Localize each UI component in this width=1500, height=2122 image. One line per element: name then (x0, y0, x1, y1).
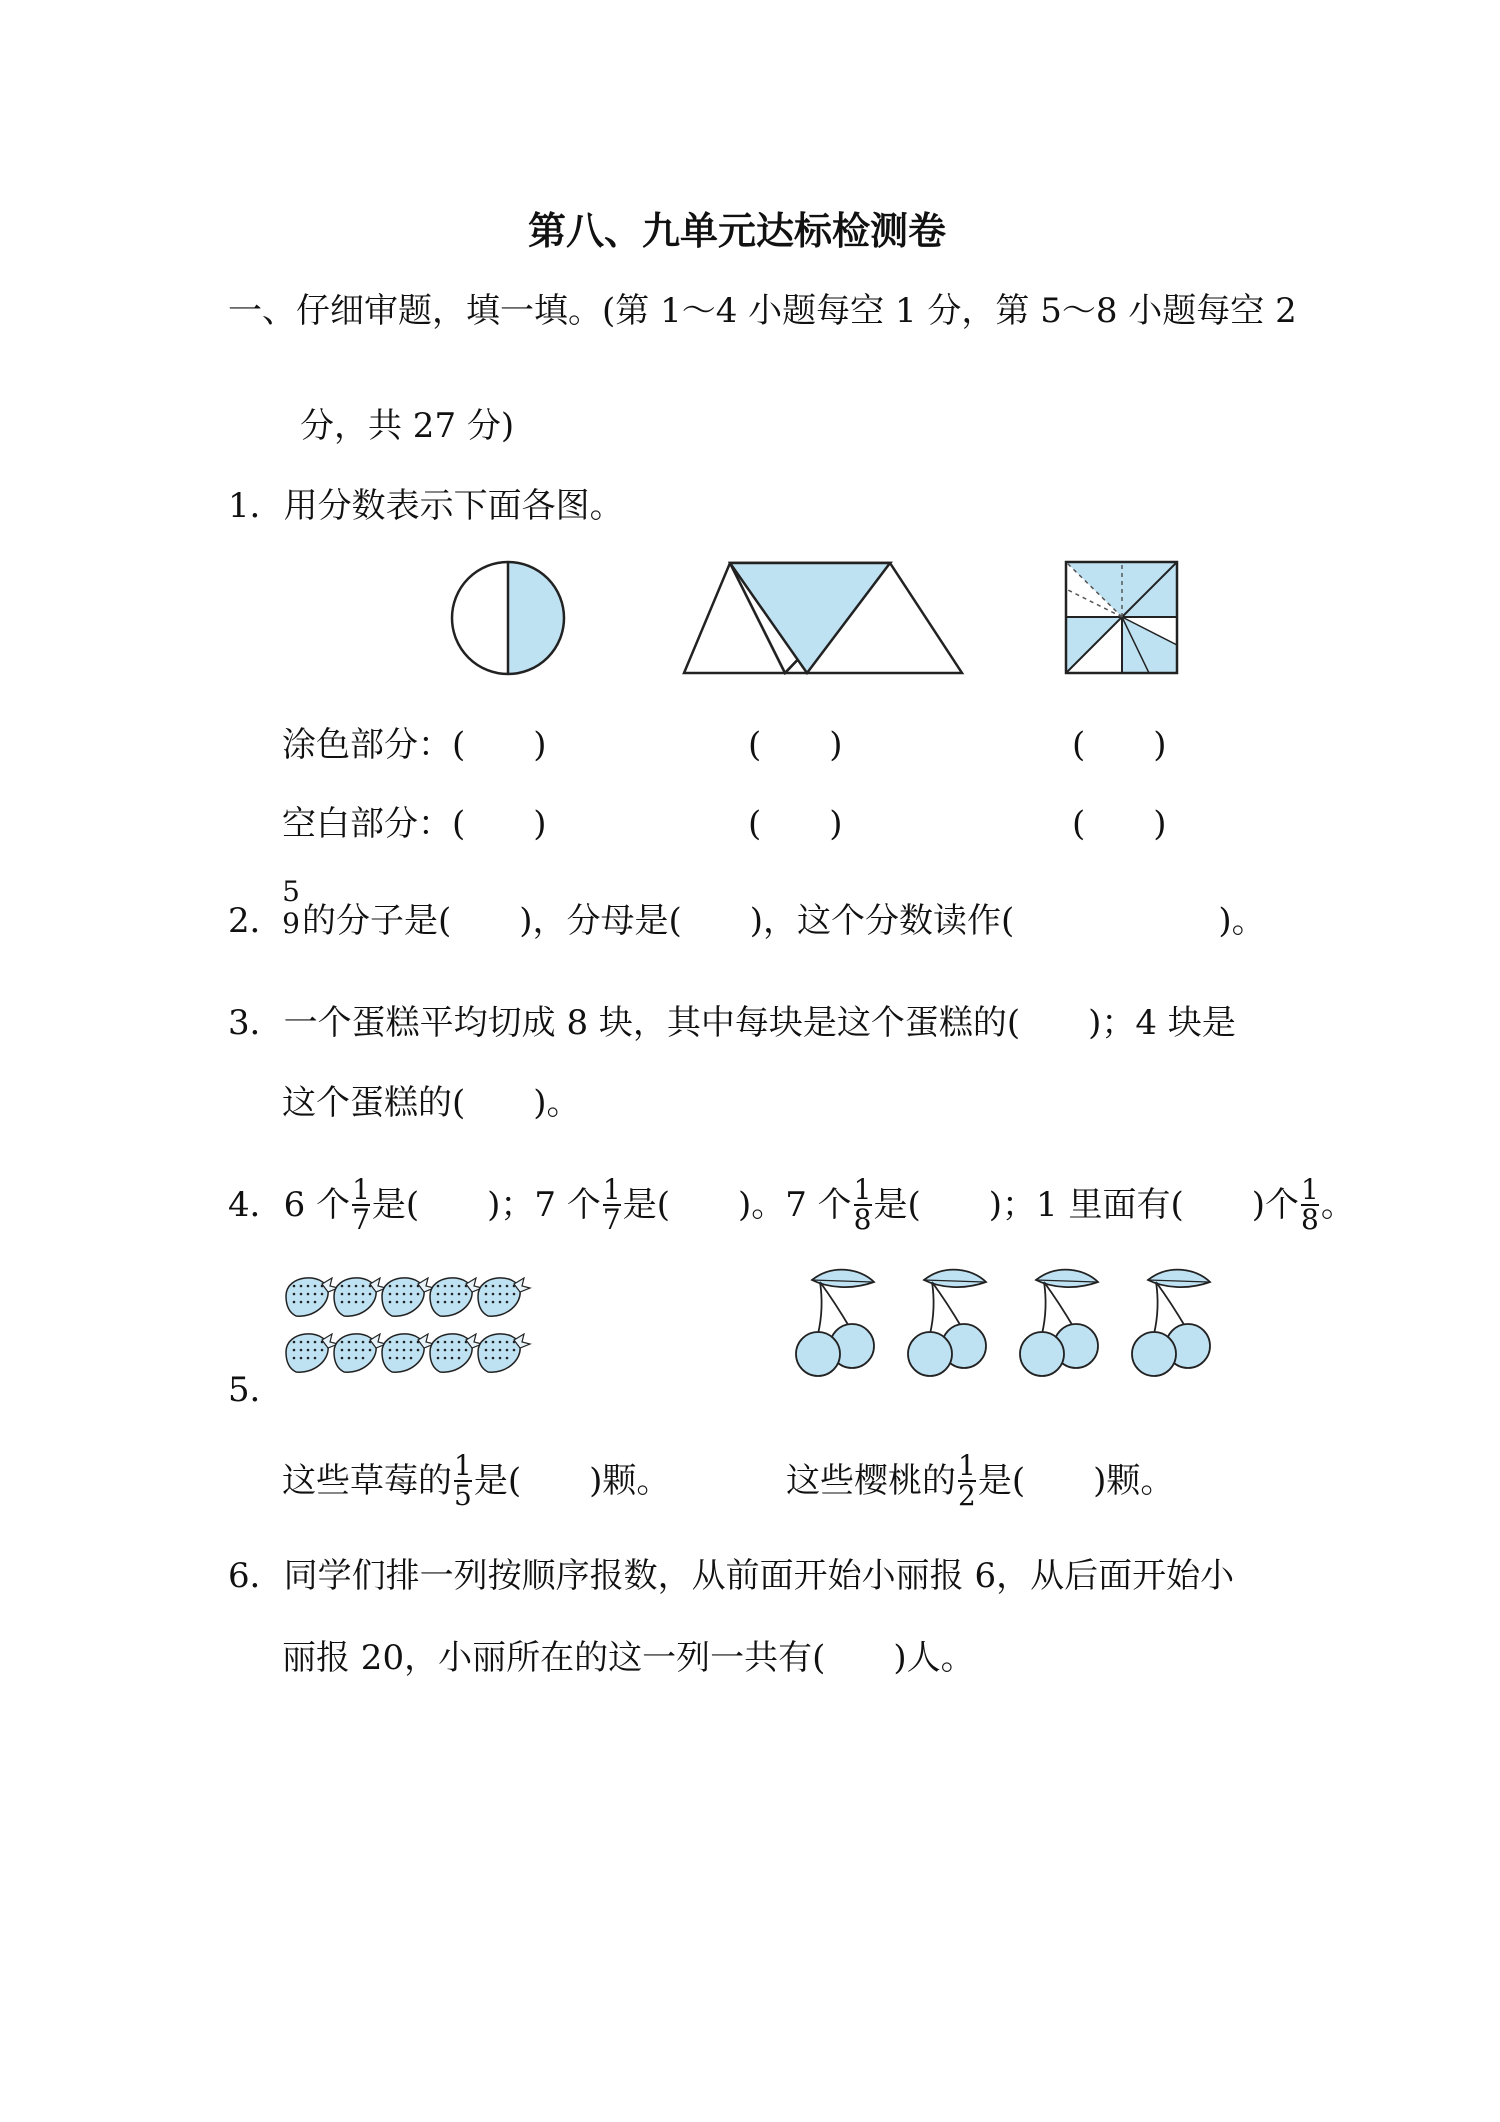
q2-fraction (280, 875, 302, 940)
strawberry-icon (478, 1278, 530, 1316)
q4-fraction-2 (602, 1173, 621, 1236)
q3-line1: 3．一个蛋糕平均切成 8 块，其中每块是这个蛋糕的( )；4 块是 (228, 1003, 1236, 1043)
q5-strawberry-question (282, 1448, 671, 1512)
q2-denominator: 9 (282, 907, 300, 940)
q4-fraction-4 (1301, 1173, 1319, 1236)
q4-fraction-1 (352, 1173, 370, 1236)
strawberry-icon (334, 1334, 386, 1372)
cherry-group-image (788, 1268, 1228, 1378)
q4-part-5: 。 (1320, 1184, 1355, 1225)
q3-line2: 这个蛋糕的( )。 (282, 1083, 581, 1123)
strawberry-icon (430, 1334, 482, 1372)
q6-line1: 6．同学们排一列按顺序报数，从前面开始小丽报 6，从后面开始小 (228, 1556, 1235, 1596)
strawberry-icon (430, 1278, 482, 1316)
square-figure (1066, 562, 1177, 673)
q4-line (228, 1172, 1355, 1236)
q4-fraction-3 (853, 1173, 872, 1236)
section-heading-line1: 一、仔细审题，填一填。(第 1～4 小题每空 1 分，第 5～8 小题每空 2 (228, 291, 1297, 331)
q5-cherry-question (786, 1448, 1175, 1512)
half-circle-figure (452, 562, 564, 674)
q1-colored-label: 涂色部分：( ) (282, 725, 547, 765)
q5-cherry-text-pre: 这些樱桃的 (786, 1460, 956, 1501)
q4-part-2: 是( )；7 个 (371, 1184, 601, 1225)
q5-strawberry-fraction (454, 1449, 472, 1512)
q4-fraction-3-numerator: 1 (853, 1173, 872, 1206)
q1-blank-answer-2: ( ) (748, 804, 843, 844)
question-1-text: 1．用分数表示下面各图。 (228, 486, 624, 526)
cherry-pair-icon (908, 1270, 986, 1376)
q1-colored-answer-3: ( ) (1072, 725, 1167, 765)
q2-text: 的分子是( )，分母是( )，这个分数读作( )。 (302, 901, 1266, 941)
q5-number: 5． (228, 1370, 284, 1410)
q4-fraction-4-numerator: 1 (1301, 1173, 1319, 1206)
strawberry-icon (382, 1278, 434, 1316)
q4-fraction-1-denominator: 7 (352, 1203, 370, 1236)
q5-strawberry-fraction-denominator: 5 (454, 1479, 472, 1512)
q4-fraction-3-denominator: 8 (853, 1203, 872, 1236)
cherry-pair-icon (796, 1270, 874, 1376)
strawberry-icon (382, 1334, 434, 1372)
triangle-figure (684, 563, 962, 673)
cherry-pair-icon (1132, 1270, 1210, 1376)
strawberry-icon (334, 1278, 386, 1316)
section-heading-line2: 分，共 27 分) (300, 406, 515, 446)
q2-numerator: 5 (282, 875, 300, 908)
q4-part-1: 4．6 个 (228, 1184, 351, 1225)
q4-fraction-4-denominator: 8 (1301, 1203, 1319, 1236)
q5-cherry-fraction (958, 1449, 976, 1512)
strawberry-group-image (280, 1262, 550, 1392)
q4-fraction-1-numerator: 1 (352, 1173, 370, 1206)
q1-blank-answer-3: ( ) (1072, 804, 1167, 844)
q2-number: 2． (228, 901, 284, 941)
cherry-pair-icon (1020, 1270, 1098, 1376)
q4-fraction-2-numerator: 1 (602, 1173, 621, 1206)
q5-strawberry-fraction-numerator: 1 (454, 1449, 472, 1482)
q5-strawberry-text-post: 是( )颗。 (473, 1460, 671, 1501)
q6-line2: 丽报 20，小丽所在的这一列一共有( )人。 (282, 1638, 975, 1678)
q4-fraction-2-denominator: 7 (602, 1203, 621, 1236)
q4-part-3: 是( )。7 个 (622, 1184, 852, 1225)
strawberry-icon (286, 1278, 338, 1316)
q5-cherry-fraction-numerator: 1 (958, 1449, 976, 1482)
q5-cherry-text-post: 是( )颗。 (977, 1460, 1175, 1501)
q5-cherry-fraction-denominator: 2 (958, 1479, 976, 1512)
q4-part-4: 是( )；1 里面有( )个 (873, 1184, 1299, 1225)
q5-strawberry-text-pre: 这些草莓的 (282, 1460, 452, 1501)
page-title: 第八、九单元达标检测卷 (528, 209, 947, 253)
strawberry-icon (478, 1334, 530, 1372)
q1-figures (440, 555, 1240, 685)
q1-blank-label: 空白部分：( ) (282, 804, 547, 844)
q1-colored-answer-2: ( ) (748, 725, 843, 765)
strawberry-icon (286, 1334, 338, 1372)
